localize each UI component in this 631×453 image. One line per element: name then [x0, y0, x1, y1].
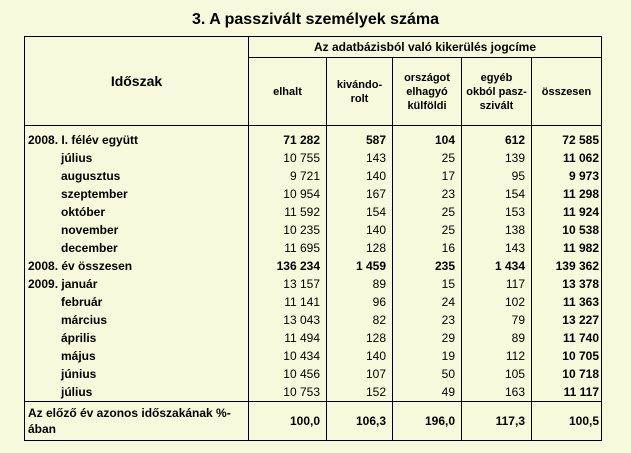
period-header: Időszak [25, 37, 249, 126]
cell-egyeb: 163 [462, 383, 532, 402]
cell-orszagot-elhagyo: 29 [393, 329, 462, 347]
cell-kivandorolt: 128 [327, 239, 393, 257]
row-label: március [25, 311, 249, 329]
table-row [25, 131, 602, 149]
statistics-table [24, 36, 602, 441]
cell-elhalt: 13 157 [249, 275, 327, 293]
cell-osszesen: 139 362 [532, 257, 602, 275]
cell-orszagot-elhagyo: 23 [393, 185, 462, 203]
table-row [25, 167, 602, 185]
row-label: augusztus [25, 167, 249, 185]
cell-kivandorolt: 128 [327, 329, 393, 347]
cell-orszagot-elhagyo: 15 [393, 275, 462, 293]
cell-kivandorolt: 89 [327, 275, 393, 293]
cell-kivandorolt: 140 [327, 221, 393, 239]
cell-kivandorolt: 167 [327, 185, 393, 203]
row-label: 2008. év összesen [25, 257, 249, 275]
row-label: június [25, 365, 249, 383]
table-row [25, 257, 602, 275]
cell-orszagot-elhagyo: 17 [393, 167, 462, 185]
cell-osszesen: 9 973 [532, 167, 602, 185]
cell-osszesen: 10 718 [532, 365, 602, 383]
row-label: október [25, 203, 249, 221]
cell-orszagot-elhagyo: 25 [393, 203, 462, 221]
cell-orszagot-elhagyo: 25 [393, 221, 462, 239]
cell-osszesen: 13 227 [532, 311, 602, 329]
cell-kivandorolt: 107 [327, 365, 393, 383]
table-row [25, 347, 602, 365]
footer-label: Az előző év azonos időszakának %-ában [25, 402, 249, 441]
cell-kivandorolt: 96 [327, 293, 393, 311]
row-label: december [25, 239, 249, 257]
cell-orszagot-elhagyo: 24 [393, 293, 462, 311]
cell-egyeb: 153 [462, 203, 532, 221]
table-row [25, 329, 602, 347]
table-row [25, 203, 602, 221]
table-row [25, 185, 602, 203]
cell-osszesen: 10 538 [532, 221, 602, 239]
cell-orszagot-elhagyo: 196,0 [393, 402, 462, 441]
cell-kivandorolt: 140 [327, 167, 393, 185]
cell-osszesen: 13 378 [532, 275, 602, 293]
row-label: július [25, 149, 249, 167]
cell-egyeb: 139 [462, 149, 532, 167]
column-header-elhalt: elhalt [249, 58, 327, 126]
group-header: Az adatbázisból való kikerülés jogcíme [249, 37, 602, 58]
cell-egyeb: 105 [462, 365, 532, 383]
cell-orszagot-elhagyo: 235 [393, 257, 462, 275]
cell-elhalt: 10 434 [249, 347, 327, 365]
cell-kivandorolt: 587 [327, 131, 393, 149]
cell-osszesen: 10 705 [532, 347, 602, 365]
cell-kivandorolt: 152 [327, 383, 393, 402]
cell-elhalt: 11 141 [249, 293, 327, 311]
row-label: július [25, 383, 249, 402]
cell-elhalt: 10 456 [249, 365, 327, 383]
cell-osszesen: 11 117 [532, 383, 602, 402]
row-label: 2009. január [25, 275, 249, 293]
cell-egyeb: 117 [462, 275, 532, 293]
cell-elhalt: 9 721 [249, 167, 327, 185]
column-header-egyeb: egyéb okból pasz- szivált [462, 58, 532, 126]
cell-orszagot-elhagyo: 16 [393, 239, 462, 257]
cell-kivandorolt: 143 [327, 149, 393, 167]
table-row [25, 149, 602, 167]
cell-osszesen: 11 298 [532, 185, 602, 203]
cell-orszagot-elhagyo: 104 [393, 131, 462, 149]
cell-elhalt: 11 494 [249, 329, 327, 347]
cell-elhalt: 10 753 [249, 383, 327, 402]
cell-egyeb: 138 [462, 221, 532, 239]
cell-orszagot-elhagyo: 50 [393, 365, 462, 383]
cell-orszagot-elhagyo: 25 [393, 149, 462, 167]
cell-egyeb: 95 [462, 167, 532, 185]
cell-egyeb: 102 [462, 293, 532, 311]
row-label: április [25, 329, 249, 347]
cell-egyeb: 154 [462, 185, 532, 203]
cell-egyeb: 117,3 [462, 402, 532, 441]
column-header-osszesen: összesen [532, 58, 602, 126]
table-row [25, 293, 602, 311]
table-row [25, 221, 602, 239]
cell-egyeb: 612 [462, 131, 532, 149]
row-label: november [25, 221, 249, 239]
cell-osszesen: 11 363 [532, 293, 602, 311]
cell-osszesen: 100,5 [532, 402, 602, 441]
cell-elhalt: 11 592 [249, 203, 327, 221]
row-label: május [25, 347, 249, 365]
cell-orszagot-elhagyo: 23 [393, 311, 462, 329]
table-row [25, 239, 602, 257]
row-label: 2008. I. félév együtt [25, 131, 249, 149]
cell-elhalt: 136 234 [249, 257, 327, 275]
cell-kivandorolt: 106,3 [327, 402, 393, 441]
cell-osszesen: 11 740 [532, 329, 602, 347]
table-row [25, 275, 602, 293]
cell-egyeb: 143 [462, 239, 532, 257]
cell-kivandorolt: 154 [327, 203, 393, 221]
row-label: február [25, 293, 249, 311]
cell-egyeb: 1 434 [462, 257, 532, 275]
cell-elhalt: 71 282 [249, 131, 327, 149]
table-row [25, 383, 602, 402]
cell-elhalt: 10 235 [249, 221, 327, 239]
cell-elhalt: 100,0 [249, 402, 327, 441]
cell-kivandorolt: 1 459 [327, 257, 393, 275]
cell-egyeb: 89 [462, 329, 532, 347]
cell-elhalt: 13 043 [249, 311, 327, 329]
cell-orszagot-elhagyo: 19 [393, 347, 462, 365]
column-header-orszagot-elhagyo: országot elhagyó külföldi [393, 58, 462, 126]
cell-elhalt: 10 954 [249, 185, 327, 203]
table-row [25, 365, 602, 383]
cell-kivandorolt: 140 [327, 347, 393, 365]
row-label: szeptember [25, 185, 249, 203]
table-row [25, 311, 602, 329]
table-title: 3. A passzivált személyek száma [192, 11, 439, 28]
table-row-percent [25, 402, 602, 441]
column-header-kivandorolt: kivándo- rolt [327, 58, 393, 126]
cell-kivandorolt: 82 [327, 311, 393, 329]
cell-elhalt: 10 755 [249, 149, 327, 167]
cell-osszesen: 11 924 [532, 203, 602, 221]
cell-egyeb: 112 [462, 347, 532, 365]
cell-elhalt: 11 695 [249, 239, 327, 257]
cell-osszesen: 72 585 [532, 131, 602, 149]
cell-egyeb: 79 [462, 311, 532, 329]
cell-osszesen: 11 982 [532, 239, 602, 257]
cell-orszagot-elhagyo: 49 [393, 383, 462, 402]
cell-osszesen: 11 062 [532, 149, 602, 167]
